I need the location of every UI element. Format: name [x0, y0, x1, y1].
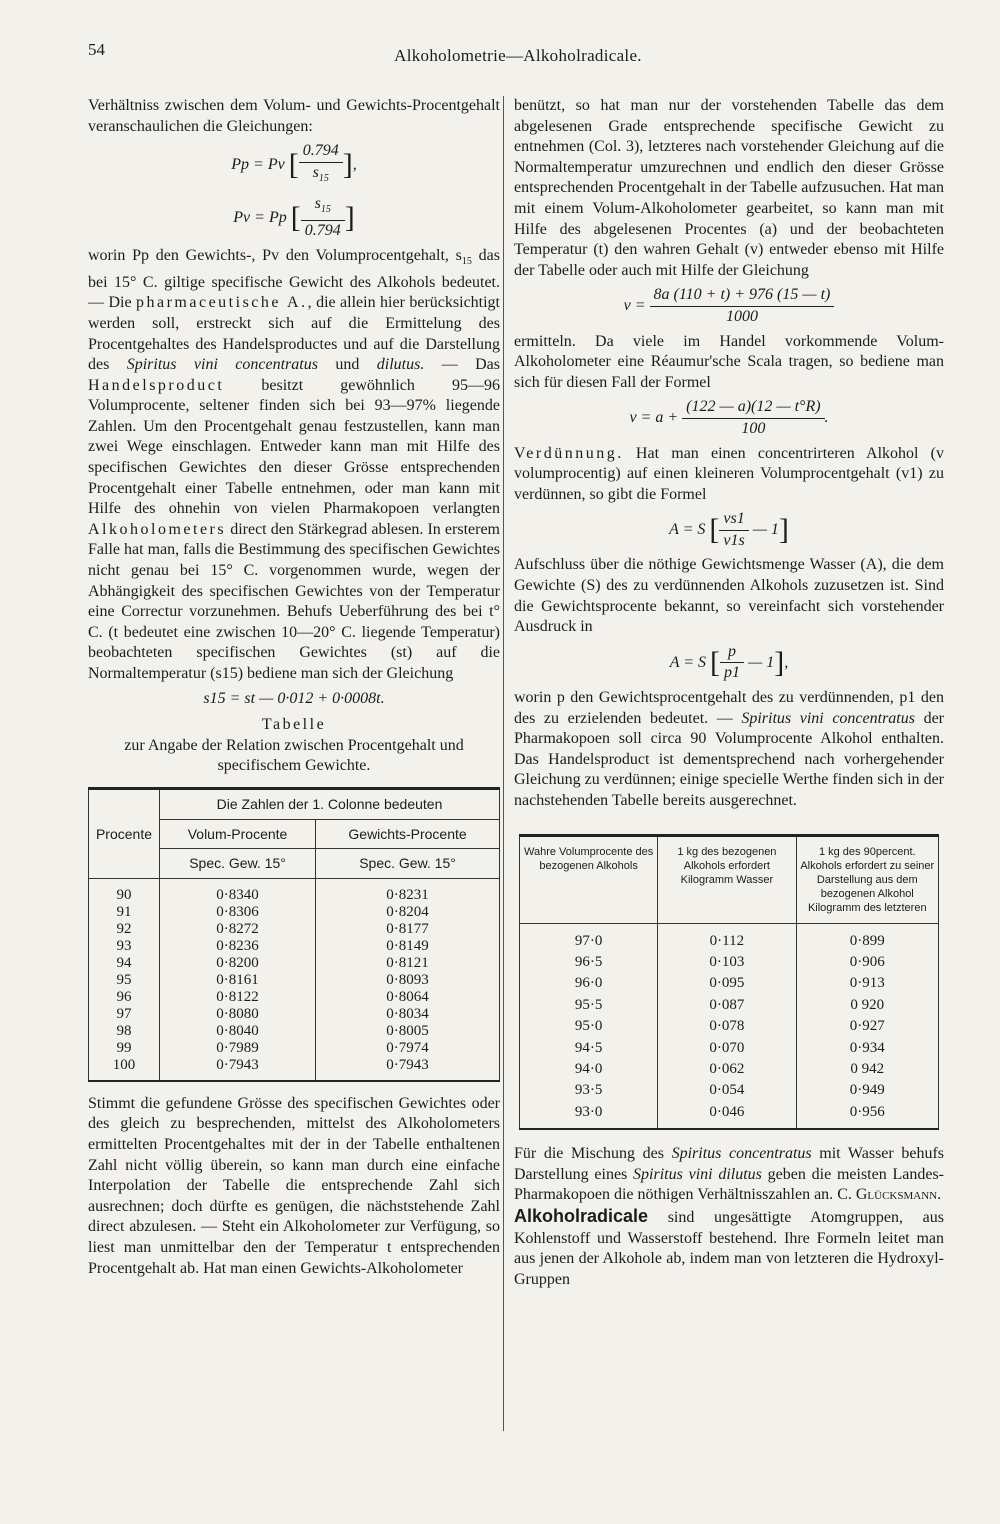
table1-row — [89, 955, 500, 972]
table2-row-cell: 93·5 — [520, 1080, 658, 1101]
table1-row-cell: 0·7943 — [316, 1057, 500, 1081]
table2-row-cell: 0·956 — [796, 1102, 938, 1129]
group-header: Die Zahlen der 1. Colonne bedeuten — [160, 788, 500, 819]
equation-pv: Pv = Pp [ $\frac{s_{15}}{0.794}$ ] — [233, 194, 355, 240]
table2-row-cell: 0·103 — [658, 952, 796, 973]
right-column — [514, 96, 944, 1290]
lemma-alkoholradicale: Alkoholradicale — [514, 1206, 649, 1227]
equation-pp: Pp = Pv [ $\frac{0.794}{s_{15}}$ ], — [231, 142, 357, 184]
table2-row-cell: 0·112 — [658, 923, 796, 952]
table1-row-cell: 90 — [89, 878, 160, 904]
left-column — [88, 96, 500, 1279]
table1-row-cell: 91 — [89, 904, 160, 921]
right-paragraph-3: Verdünnung. Hat man einen concentrirteren Alkohol (v volumprocentig) auf einen kleineren Volumprocentgehalt (v1) zu verdünnen, so gibt die Formel — [514, 444, 944, 503]
table1-row — [89, 1040, 500, 1057]
table1-row-cell: 0·8034 — [316, 1006, 500, 1023]
table1-row-cell: 0·8005 — [316, 1023, 500, 1040]
table2-row — [520, 1102, 939, 1129]
table2-row-cell: 96·5 — [520, 952, 658, 973]
right-paragraph-4: Aufschluss über die nöthige Gewichtsmenge Wasser (A), die dem Gewichte (S) des zu verdünnenden Alkohols zuzusetzen ist. Sind die Gewichtsprocente bekannt, so vereinfacht sich vorstehender Ausdruck in — [514, 556, 944, 636]
table1-row — [89, 972, 500, 989]
right-paragraph-6: Für die Mischung des Spiritus concentratus mit Wasser behufs Darstellung eines Spiritus vini dilutus geben die meisten Landes-Pharmakopoen die nöthigen Verhältnisszahlen an. C. Glücksmann. — [514, 1145, 945, 1204]
right-paragraph-2: ermitteln. Da viele im Handel vorkommende Volum-Alkoholometer eine Réaumur'sche Scala tragen, so bediene man sich für diesen Fall der Formel — [514, 332, 944, 391]
col-volum: Volum-Procente — [160, 819, 316, 849]
table2-row — [520, 1080, 939, 1101]
table1-row-cell: 0·8306 — [160, 904, 316, 921]
table2-row-cell: 0 942 — [796, 1059, 938, 1080]
table1-row-cell: 0·7989 — [160, 1040, 316, 1057]
table1-row-cell: 100 — [89, 1057, 160, 1081]
right-paragraph-5: worin p den Gewichtsprocentgehalt des zu verdünnenden, p1 den des zu erzielenden bedeutet. — Spiritus vini concentratus der Pharmakopoen soll circa 90 Volumprocente Alkohol enthalten. Das Handelsproduct ist dementsprechend nach vorhergehender Gleichung zu verdünnen; einige specielle Werthe finden sich in der nachstehenden Tabelle bereits ausgerechnet. — [514, 689, 944, 809]
table1-row — [89, 1023, 500, 1040]
table2-row-cell: 0·046 — [658, 1102, 796, 1129]
table1-row-cell: 0·8177 — [316, 921, 500, 938]
table1-row — [89, 989, 500, 1006]
table2-row-cell: 0·078 — [658, 1016, 796, 1037]
col-kilogramm-wasser: 1 kg des bezogenen Alkohols erfordert Kilogramm Wasser — [658, 835, 796, 923]
table1-row — [89, 921, 500, 938]
table2-row — [520, 995, 939, 1016]
table1-row-cell: 0·8040 — [160, 1023, 316, 1040]
table2-row — [520, 1016, 939, 1037]
table2-row-cell: 0·934 — [796, 1038, 938, 1059]
table2-row-cell: 0·095 — [658, 973, 796, 994]
table1-row-cell: 0·8161 — [160, 972, 316, 989]
table1-row — [89, 938, 500, 955]
table1-row-cell: 0·7943 — [160, 1057, 316, 1081]
table1-row-cell: 0·8231 — [316, 878, 500, 904]
table2-row-cell: 0·062 — [658, 1059, 796, 1080]
specific-gravity-table — [88, 787, 500, 1082]
table1-row-cell: 0·8149 — [316, 938, 500, 955]
table2-row-cell: 93·0 — [520, 1102, 658, 1129]
table2-row — [520, 952, 939, 973]
right-paragraph-1: benützt, so hat man nur der vorstehenden Tabelle das dem abgelesenen Grade entsprechende specifische Gewicht zu entnehmen (Col. 3), letzteres nach vorstehender Gleichung auf die Normaltemperatur umzurechnen und endlich den dieser Grösse entsprechenden Procentgehalt in der Tabelle aufzusuchen. Hat man mit einem Volum-Alkoholometer gearbeitet, so kann man mit Hilfe des abgelesenen Procentes (a) und der beobachteten Temperatur (t) den wahren Gehalt (v) entweder ebenso mit Hilfe der Tabelle oder auch mit Hilfe der Gleichung — [514, 97, 944, 279]
table2-row-cell: 0·913 — [796, 973, 938, 994]
col-wahre-volumprocente: Wahre Volumprocente des bezogenen Alkohols — [520, 835, 658, 923]
table2-row-cell: 94·0 — [520, 1059, 658, 1080]
table1-row-cell: 93 — [89, 938, 160, 955]
table1-row — [89, 1006, 500, 1023]
equation-reaumur: v = a + $\frac{(122 — a)(12 — t^\circ R)}{100}$ . — [629, 398, 829, 437]
table1-row — [89, 904, 500, 921]
table1-row-cell: 0·8121 — [316, 955, 500, 972]
table2-row-cell: 97·0 — [520, 923, 658, 952]
table2-row-cell: 94·5 — [520, 1038, 658, 1059]
table1-row-cell: 0·8272 — [160, 921, 316, 938]
page-header — [88, 40, 948, 70]
table2-row-cell: 0·927 — [796, 1016, 938, 1037]
table1-row-cell: 0·8236 — [160, 938, 316, 955]
table2-row-cell: 0·899 — [796, 923, 938, 952]
table2-row — [520, 923, 939, 952]
col-procente: Procente — [89, 788, 160, 878]
table1-row-cell: 0·8064 — [316, 989, 500, 1006]
table1-row-cell: 95 — [89, 972, 160, 989]
table1-row-cell: 0·8340 — [160, 878, 316, 904]
table2-row — [520, 1059, 939, 1080]
table1-row-cell: 92 — [89, 921, 160, 938]
equation-A-volume: A = S [ $\frac{vs1}{v1s}$ — 1] — [669, 510, 789, 549]
table1-row-cell: 99 — [89, 1040, 160, 1057]
col-gewichts: Gewichts-Procente — [316, 819, 500, 849]
table1-row — [89, 1057, 500, 1081]
table2-row-cell: 0·949 — [796, 1080, 938, 1101]
table1-row-cell: 0·8080 — [160, 1006, 316, 1023]
table-caption: zur Angabe der Relation zwischen Procentgehalt und specifischem Gewichte. — [124, 736, 464, 775]
left-paragraph-3: Stimmt die gefundene Grösse des specifischen Gewichtes oder des gleich zu besprechenden, mittelst des Alkoholometers ermittelten Procentgehaltes mit der in der Tabelle enthaltenen Zahl nicht völlig überein, so kann man durch eine einfache Interpolation der Tabelle die entsprechende Zahl sich ausrechnen; doch dürfte es genügen, die nächststehende Zahl direct abzulesen. — Steht ein Alkoholometer zur Verfügung, so liest man unmittelbar den der Temperatur t entsprechenden Procentgehalt ab. Hat man einen Gewichts-Alkoholometer — [88, 1094, 500, 1277]
left-paragraph-1: Verhältniss zwischen dem Volum- und Gewichts-Procentgehalt veranschaulichen die Gleichungen: — [88, 97, 500, 135]
table-title: Tabelle — [261, 716, 327, 734]
table2-row-cell: 0·906 — [796, 952, 938, 973]
table2-row-cell: 0·070 — [658, 1038, 796, 1059]
table1-row-cell: 0·8200 — [160, 955, 316, 972]
table1-row-cell: 98 — [89, 1023, 160, 1040]
right-paragraph-7: Alkoholradicale sind ungesättigte Atomgruppen, aus Kohlenstoff und Wasserstoff bestehend. Ihre Formeln leitet man aus jenen der Alkohole ab, indem man von letzteren die Hydroxyl-Gruppen — [514, 1206, 944, 1288]
column-divider — [503, 96, 504, 1431]
table1-row-cell: 97 — [89, 1006, 160, 1023]
running-title: Alkoholometrie—Alkoholradicale. — [394, 46, 642, 65]
table1-row-cell: 0·8204 — [316, 904, 500, 921]
left-paragraph-2: worin Pp den Gewichts-, Pv den Volumprocentgehalt, $s_{15}$ das bei 15° C. giltige specifische Gewicht des Alkohols bedeutet. — Die pharmaceutische A., die allein hier berücksichtigt werden soll, erstreckt sich auf die Ermittelung des Procentgehaltes des Handelsproductes und auf die Darstellung des Spiritus vini concentratus und dilutus. — Das Handelsproduct besitzt gewöhnlich 95—96 Volumprocente, seltener finden sich bei 93—97% liegende Zahlen. Um den Procentgehalt genau festzustellen, kann man zwei Wege einschlagen. Entweder kann man mit Hilfe des specifischen Gewichtes den dieser Grösse entsprechenden Procentgehalt einer Tabelle entnehmen, oder man kann mit Hilfe des ohnehin von vielen Pharmakopoen verlangten Alkoholometers direct den Stärkegrad ablesen. In ersterem Falle hat man, falls die Bestimmung des specifischen Gewichtes nicht genau bei 15° C. vorgenommen wurde, wegen der Abhängigkeit des specifischen Gewichtes von der Temperatur eine Correctur vorzunehmen. Behufs Ueberführung des bei t° C. (t bedeutet eine zwischen 10—20° C. liegende Temperatur) beobachteten specifischen Gewichtes (st) auf die Normaltemperatur (s15) bediene man sich der Gleichung — [88, 246, 501, 682]
table1-row-cell: 94 — [89, 955, 160, 972]
table2-row — [520, 1038, 939, 1059]
table2-row-cell: 0·087 — [658, 995, 796, 1016]
equation-A-weight: A = S [ $\frac{p}{p1}$ — 1], — [669, 642, 789, 682]
table1-row — [89, 878, 500, 904]
table2-row-cell: 95·5 — [520, 995, 658, 1016]
table2-row — [520, 973, 939, 994]
table1-row-cell: 0·8093 — [316, 972, 500, 989]
dilution-table — [519, 834, 939, 1131]
table1-row-cell: 96 — [89, 989, 160, 1006]
table2-row-cell: 0·054 — [658, 1080, 796, 1101]
table2-row-cell: 0 920 — [796, 995, 938, 1016]
col-kilogramm-alkohol: 1 kg des 90percent. Alkohols erfordert zu seiner Darstellung aus dem bezogenen Alkohol Kilogramm des letzteren — [796, 835, 938, 923]
equation-v: v = $\frac{8a (110 + t) + 976 (15 — t)}{1000}$ — [514, 285, 944, 327]
table1-row-cell: 0·8122 — [160, 989, 316, 1006]
table1-row-cell: 0·7974 — [316, 1040, 500, 1057]
table2-row-cell: 96·0 — [520, 973, 658, 994]
sub-volum: Spec. Gew. 15° — [160, 849, 316, 879]
sub-gewichts: Spec. Gew. 15° — [316, 849, 500, 879]
equation-s15: s15 = st — 0·012 + 0·0008t. — [203, 689, 385, 707]
page-number: 54 — [88, 40, 105, 59]
table2-row-cell: 95·0 — [520, 1016, 658, 1037]
